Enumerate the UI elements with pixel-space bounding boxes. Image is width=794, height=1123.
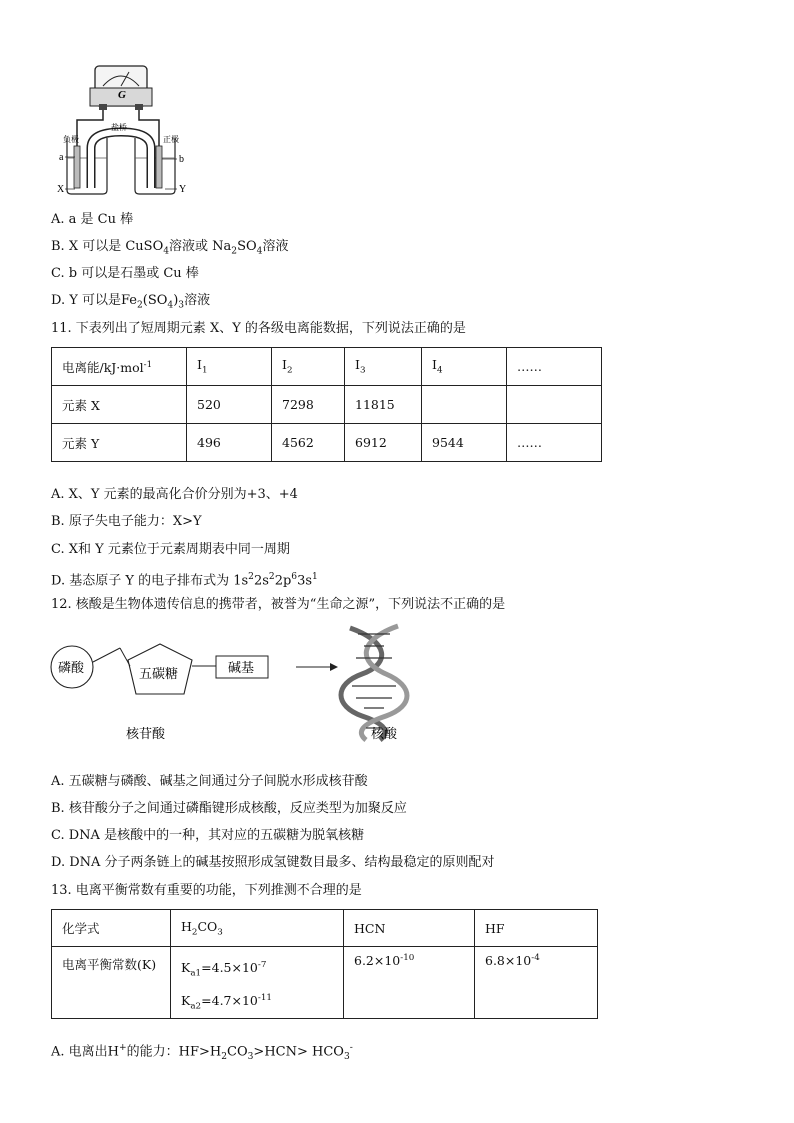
q12-stem: 12. 核酸是生物体遗传信息的携带者，被誉为“生命之源”，下列说法不正确的是 [51,597,506,612]
table-cell [422,386,507,424]
label-b: b [179,154,184,165]
table-row [52,947,598,1019]
q13-stem: 13. 电离平衡常数有重要的功能，下列推测不合理的是 [51,883,362,898]
q11-option-a: A. X、Y 元素的最高化合价分别为+3、+4 [51,487,298,502]
header-cell: 化学式 [52,910,171,947]
q10-option-c: C. b 可以是石墨或 Cu 棒 [51,266,199,281]
table-cell: $6.2\times 10^{-10}$ [344,947,475,1019]
table-cell: 4562 [272,424,345,462]
sugar-label: 五碳糖 [139,667,179,682]
base-label: 碱基 [228,661,255,676]
table-row [52,424,602,462]
table-row [52,348,602,386]
table-cell: $K_{a1}=4.5\times 10^{-7}$ $K_{a2}=4.7\times 10^{-11}$ [171,947,344,1019]
row-label: 元素 X [52,386,187,424]
table-cell: $6.8\times 10^{-4}$ [475,947,598,1019]
positive-electrode-label: 正极 [163,135,179,144]
table-cell: 7298 [272,386,345,424]
salt-bridge-label: 盐桥 [111,123,127,132]
q11-option-b: B. 原子失电子能力：X>Y [51,514,202,529]
table-cell: 6912 [345,424,422,462]
q13-option-a: A. 电离出H+的能力：$HF>H_2CO_3>HCN> HCO_3^-$ [51,1043,353,1062]
table-cell: …… [507,424,602,462]
q12-option-b: B. 核苷酸分子之间通过磷酯键形成核酸，反应类型为加聚反应 [51,801,407,816]
q10-option-d: D. Y 可以是$Fe_2(SO_4)_3$溶液 [51,293,211,311]
table-row [52,386,602,424]
header-cell: $I_3$ [345,348,422,386]
table-cell [507,386,602,424]
header-cell: 电离能/kJ·mol$^{-1}$ [52,348,187,386]
row-label: 电离平衡常数(K) [52,947,171,1019]
header-cell: $I_4$ [422,348,507,386]
q11-stem: 11. 下表列出了短周期元素 X、Y 的各级电离能数据，下列说法正确的是 [51,321,466,336]
q11-option-d: D. 基态原子 Y 的电子排布式为 $1s^22s^22p^63s^1$ [51,572,318,589]
dna-helix-icon [341,626,407,740]
nucleic-acid-label: 核酸 [371,727,398,742]
phosphate-label: 磷酸 [58,661,85,676]
q12-option-d: D. DNA 分子两条链上的碱基按照形成氢键数目最多、结构最稳定的原则配对 [51,855,495,870]
q12-option-c: C. DNA 是核酸中的一种，其对应的五碳糖为脱氧核糖 [51,828,365,843]
q10-option-a: A. a 是 Cu 棒 [51,212,134,227]
row-label: 元素 Y [52,424,187,462]
ionization-constant-table [51,909,598,1019]
header-cell: $H_2CO_3$ [171,910,344,947]
label-x: X [57,184,65,195]
header-cell: $I_1$ [187,348,272,386]
nucleotide-diagram [50,622,430,746]
header-cell: …… [507,348,602,386]
header-cell: $I_2$ [272,348,345,386]
table-cell: 496 [187,424,272,462]
galvanic-cell-diagram [55,58,195,200]
table-cell: 9544 [422,424,507,462]
header-cell: HCN [344,910,475,947]
nucleotide-label: 核苷酸 [126,727,166,742]
q10-option-b: B. X 可以是 CuSO$_4$溶液或 $Na_2SO_4$溶液 [51,239,289,257]
q11-option-c: C. X和 Y 元素位于元素周期表中同一周期 [51,542,290,557]
label-a: a [59,152,64,163]
ionization-energy-table [51,347,602,462]
negative-electrode-label: 负极 [63,135,79,144]
q12-option-a: A. 五碳糖与磷酸、碱基之间通过分子间脱水形成核苷酸 [51,774,368,789]
label-y: Y [179,184,187,195]
table-row [52,910,598,947]
table-cell: 520 [187,386,272,424]
meter-label: G [118,89,126,101]
table-cell: 11815 [345,386,422,424]
header-cell: HF [475,910,598,947]
